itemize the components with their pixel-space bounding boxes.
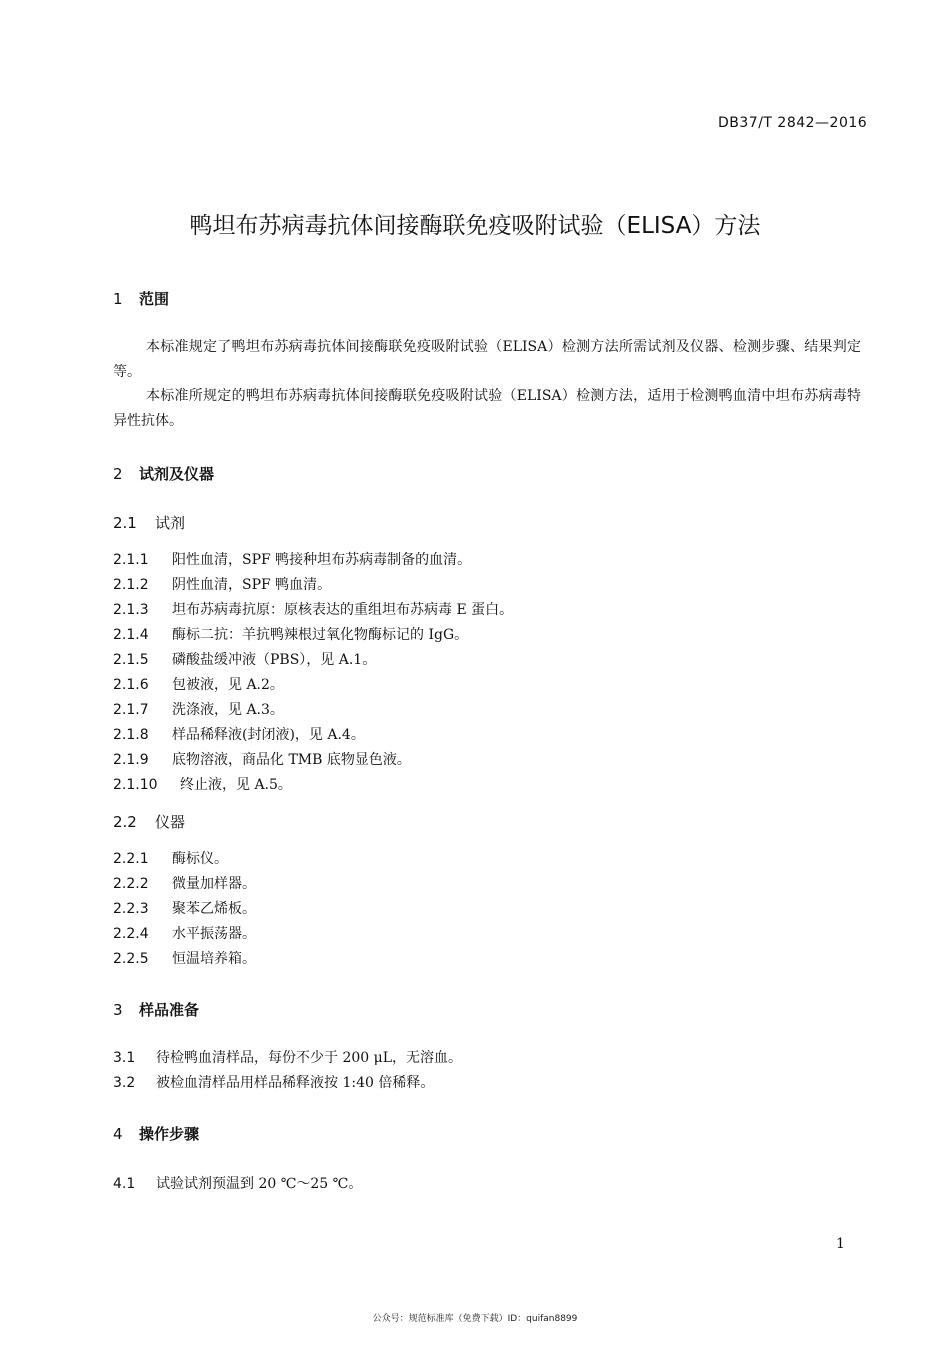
item-number: 2.1.8 xyxy=(113,727,149,743)
item-text: 酶标仪。 xyxy=(172,851,228,867)
list-item xyxy=(113,574,331,594)
item-number: 2.1.5 xyxy=(113,652,149,668)
section-number: 1 xyxy=(113,290,123,308)
scope-paragraph-1: 本标准规定了鸭坦布苏病毒抗体间接酶联免疫吸附试验（ELISA）检测方法所需试剂及仪器、检测步骤、结果判定等。 xyxy=(113,339,861,380)
section-1-heading xyxy=(113,288,169,309)
item-text: 水平振荡器。 xyxy=(172,926,256,942)
list-item xyxy=(113,649,376,669)
item-number: 2.2.4 xyxy=(113,926,149,942)
item-text: 磷酸盐缓冲液（PBS），见 A.1。 xyxy=(172,652,377,668)
list-item xyxy=(113,674,284,694)
list-item xyxy=(113,948,256,968)
scope-paragraph-2: 本标准所规定的鸭坦布苏病毒抗体间接酶联免疫吸附试验（ELISA）检测方法，适用于检测鸭血清中坦布苏病毒特异性抗体。 xyxy=(113,388,861,429)
item-number: 2.1.9 xyxy=(113,752,149,768)
document-title: 鸭坦布苏病毒抗体间接酶联免疫吸附试验（ELISA）方法 xyxy=(189,213,761,239)
section-title: 试剂及仪器 xyxy=(139,465,215,483)
item-text: 被检血清样品用样品稀释液按 1:40 倍稀释。 xyxy=(156,1075,435,1091)
list-item xyxy=(113,724,365,744)
section-title: 范围 xyxy=(139,290,170,308)
list-item xyxy=(113,549,471,569)
list-item xyxy=(113,774,292,794)
section-number: 3 xyxy=(113,1001,123,1019)
list-item xyxy=(113,1173,362,1193)
item-text: 试验试剂预温到 20 ℃～25 ℃。 xyxy=(156,1176,363,1192)
item-number: 2.2.2 xyxy=(113,876,149,892)
standard-code: DB37/T 2842—2016 xyxy=(718,115,868,131)
item-number: 2.1.6 xyxy=(113,677,149,693)
list-item xyxy=(113,749,411,769)
list-item xyxy=(113,898,256,918)
section-number: 2 xyxy=(113,465,123,483)
item-text: 阳性血清，SPF 鸭接种坦布苏病毒制备的血清。 xyxy=(172,552,472,568)
list-item xyxy=(113,599,513,619)
list-item xyxy=(113,1047,462,1067)
subsection-title: 仪器 xyxy=(155,813,186,831)
section-title: 样品准备 xyxy=(139,1001,200,1019)
item-number: 2.1.7 xyxy=(113,702,149,718)
section-4-heading xyxy=(113,1123,199,1144)
section-title: 操作步骤 xyxy=(139,1125,200,1143)
subsection-number: 2.1 xyxy=(113,514,137,532)
section-2-heading xyxy=(113,463,214,484)
list-item xyxy=(113,873,256,893)
item-text: 样品稀释液(封闭液)，见 A.4。 xyxy=(172,727,365,743)
item-text: 洗涤液，见 A.3。 xyxy=(172,702,284,718)
item-number: 2.2.3 xyxy=(113,901,149,917)
item-text: 微量加样器。 xyxy=(172,876,256,892)
section-3-heading xyxy=(113,999,199,1020)
subsection-2-2-heading xyxy=(113,811,185,832)
item-number: 3.2 xyxy=(113,1075,136,1091)
footer-watermark: 公众号：规范标准库（免费下载）ID：quifan8899 xyxy=(372,1314,578,1324)
item-text: 恒温培养箱。 xyxy=(172,951,256,967)
item-number: 2.1.3 xyxy=(113,602,149,618)
section-number: 4 xyxy=(113,1125,123,1143)
list-item xyxy=(113,699,284,719)
item-number: 2.1.4 xyxy=(113,627,149,643)
list-item xyxy=(113,624,468,644)
subsection-title: 试剂 xyxy=(155,514,186,532)
item-text: 酶标二抗：羊抗鸭辣根过氧化物酶标记的 IgG。 xyxy=(172,627,469,643)
item-number: 3.1 xyxy=(113,1050,136,1066)
item-number: 2.2.5 xyxy=(113,951,149,967)
item-number: 2.2.1 xyxy=(113,851,149,867)
item-number: 4.1 xyxy=(113,1176,136,1192)
list-item xyxy=(113,1072,434,1092)
list-item xyxy=(113,848,228,868)
item-text: 阴性血清，SPF 鸭血清。 xyxy=(172,577,332,593)
item-number: 2.1.1 xyxy=(113,552,149,568)
page-number: 1 xyxy=(836,1236,845,1252)
subsection-2-1-heading xyxy=(113,512,185,533)
item-text: 待检鸭血清样品，每份不少于 200 μL，无溶血。 xyxy=(156,1050,463,1066)
subsection-number: 2.2 xyxy=(113,813,137,831)
item-text: 聚苯乙烯板。 xyxy=(172,901,256,917)
item-number: 2.1.10 xyxy=(113,777,158,793)
list-item xyxy=(113,923,256,943)
item-number: 2.1.2 xyxy=(113,577,149,593)
item-text: 终止液，见 A.5。 xyxy=(180,777,292,793)
item-text: 底物溶液，商品化 TMB 底物显色液。 xyxy=(172,752,411,768)
item-text: 坦布苏病毒抗原：原核表达的重组坦布苏病毒 E 蛋白。 xyxy=(172,602,514,618)
item-text: 包被液，见 A.2。 xyxy=(172,677,284,693)
